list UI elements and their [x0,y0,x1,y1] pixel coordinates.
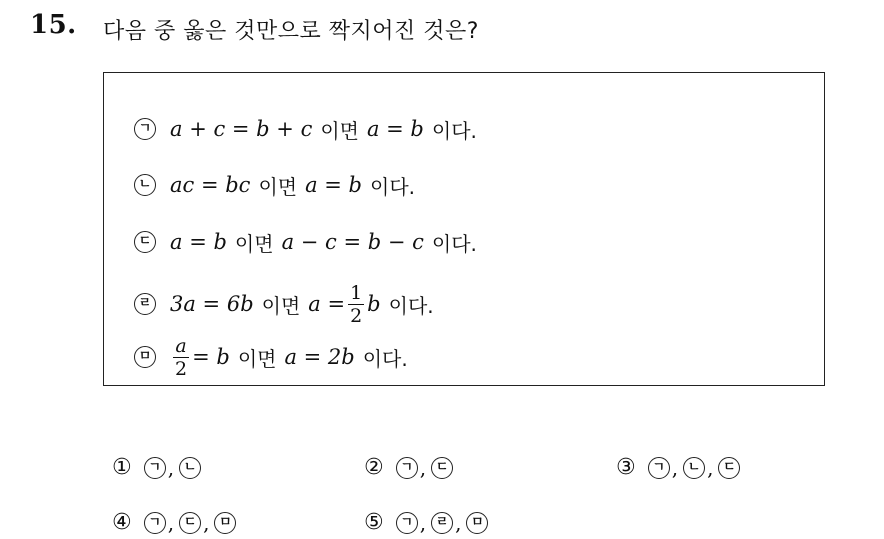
statement-tail: 이다. [431,118,477,143]
statement-3 [134,222,477,262]
choice-marker: ㄷ [431,457,453,479]
statement-marker: ㄹ [134,293,156,315]
statement-connector: 이면 [234,231,274,256]
statement-marker: ㅁ [134,346,156,368]
statement-box [103,72,825,386]
choice-marker: ㄱ [144,457,166,479]
statement-5 [134,333,408,381]
statement-rhs-prefix: a = [308,292,346,316]
choice-marker: ㄱ [648,457,670,479]
statement-rhs: a = 2b [284,345,355,369]
statement-tail: 이다. [388,293,434,318]
choice-marker: ㅁ [466,512,488,534]
statement-connector: 이면 [258,174,298,199]
choice-3[interactable]: ③ ㄱ , ㄴ , ㄷ [616,455,740,480]
statement-lhs-suffix: = b [192,345,230,369]
statement-rhs: a = b [366,117,424,141]
statement-2 [134,165,415,205]
choice-number: ① [112,455,132,480]
statement-1 [134,109,477,149]
statement-rhs: a = b [305,173,362,197]
choice-number: ④ [112,510,132,535]
choice-4[interactable]: ④ ㄱ , ㄷ , ㅁ [112,510,236,535]
statement-tail: 이다. [362,346,408,371]
statement-lhs: a + c = b + c [170,117,313,141]
choice-marker: ㄴ [179,457,201,479]
choice-5[interactable]: ⑤ ㄱ , ㄹ , ㅁ [364,510,488,535]
choice-number: ③ [616,455,636,480]
statement-lhs: 3a = 6b [170,292,254,316]
choice-2[interactable]: ② ㄱ , ㄷ [364,455,453,480]
statement-connector: 이면 [237,346,277,371]
statement-marker: ㄱ [134,118,156,140]
choice-1[interactable]: ① ㄱ , ㄴ [112,455,201,480]
question-text: 다음 중 옳은 것만으로 짝지어진 것은? [103,19,479,44]
choice-marker: ㄹ [431,512,453,534]
fraction [173,336,189,379]
statement-connector: 이면 [261,293,301,318]
choice-number: ② [364,455,384,480]
choice-marker: ㅁ [214,512,236,534]
fraction-numerator: a [175,334,187,357]
choice-marker: ㄱ [396,457,418,479]
statement-rhs-suffix: b [367,292,381,316]
choice-marker: ㄷ [718,457,740,479]
statement-tail: 이다. [370,174,415,199]
statement-marker: ㄷ [134,231,156,253]
statement-tail: 이다. [431,231,477,256]
choice-marker: ㄱ [144,512,166,534]
statement-rhs: a − c = b − c [281,230,424,254]
statement-marker: ㄴ [134,174,156,196]
statement-4 [134,280,434,328]
fraction-denominator: 2 [350,304,363,327]
fraction-denominator: 2 [175,357,188,380]
choice-marker: ㄷ [179,512,201,534]
statement-lhs: a = b [170,230,227,254]
fraction [348,283,364,326]
choice-number: ⑤ [364,510,384,535]
question-number: 15. [30,10,77,40]
statement-lhs: ac = bc [170,173,251,197]
fraction-numerator: 1 [350,281,363,304]
choice-marker: ㄴ [683,457,705,479]
statement-connector: 이면 [320,118,359,143]
choice-marker: ㄱ [396,512,418,534]
